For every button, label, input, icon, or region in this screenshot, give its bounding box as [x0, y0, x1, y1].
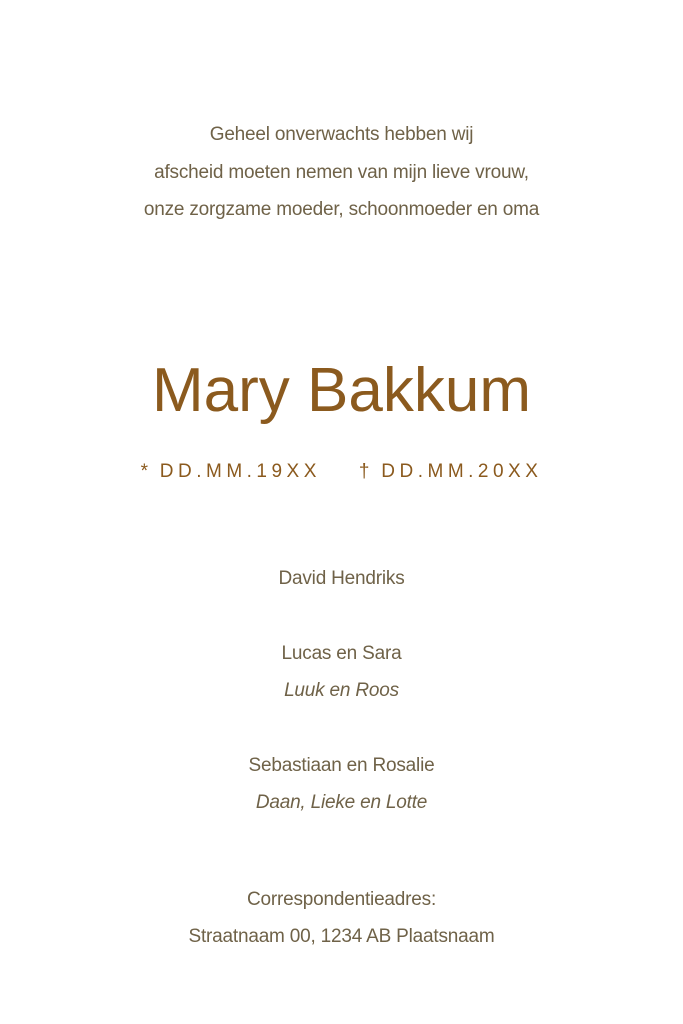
- deceased-name: Mary Bakkum: [152, 356, 531, 425]
- correspondence-address: Straatnaam 00, 1234 AB Plaatsnaam: [188, 926, 495, 947]
- correspondence-label: Correspondentieadres:: [246, 889, 437, 910]
- death-date-group: [359, 461, 543, 482]
- intro-line-3: onze zorgzame moeder, schoonmoeder en oma: [143, 199, 540, 220]
- birth-date-group: [141, 461, 321, 482]
- children-couple-1: Lucas en Sara: [281, 643, 402, 664]
- life-dates: [0, 461, 683, 483]
- grandchildren-2: Daan, Lieke en Lotte: [255, 792, 428, 813]
- death-symbol: †: [358, 461, 372, 482]
- grandchildren-1: Luuk en Roos: [284, 680, 399, 701]
- children-couple-2: Sebastiaan en Rosalie: [248, 755, 435, 776]
- intro-line-1: Geheel onverwachts hebben wij: [209, 124, 474, 145]
- birth-symbol: *: [140, 461, 150, 482]
- death-date: DD.MM.20XX: [381, 461, 543, 482]
- birth-date: DD.MM.19XX: [159, 461, 321, 482]
- intro-line-2: afscheid moeten nemen van mijn lieve vrouw,: [154, 162, 529, 183]
- partner-name: David Hendriks: [278, 568, 405, 589]
